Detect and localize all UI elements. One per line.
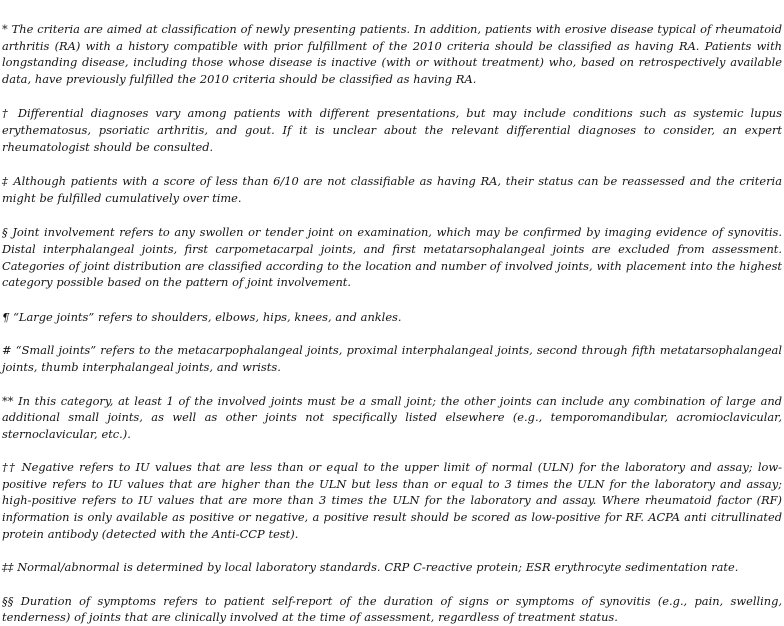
footnote-classification-criteria: * The criteria are aimed at classification of newly presenting patients. In addition, patients with erosive disease typical of rheumatoid arthritis (RA) with a history compatible with prior fulfillment of the 2010 criteria should be classified as having RA. Patients with longstanding disease, including those whose disease is inactive (with or without treatment) who, based on retrospectively available data, have previously fulfilled the 2010 criteria should be classified as having RA.	[2, 22, 782, 86]
footnote-acute-phase-reactants: ‡‡ Normal/abnormal is determined by local laboratory standards. CRP C-reactive protein; ESR erythrocyte sedimentation rate.	[2, 560, 739, 575]
footnote-symptom-duration: §§ Duration of symptoms refers to patient self-report of the duration of signs or symptoms of synovitis (e.g., pain, swelling, tenderness) of joints that are clinically involved at the time of assessment, regardless of treatment status.	[2, 593, 782, 625]
footnote-serology-levels: †† Negative refers to IU values that are less than or equal to the upper limit of normal (ULN) for the laboratory and assay; low-positive refers to IU values that are higher than the ULN but less than or equal to 3 times the ULN for the laboratory and assay; high-positive refers to IU values that are more than 3 times the ULN for the laboratory and assay. Where rheumatoid factor (RF) information is only available as positive or negative, a positive result should be scored as low-positive for RF. ACPA anti citrullinated protein antibody (detected with the Anti-CCP test).	[2, 460, 782, 541]
footnote-large-joints: ¶ “Large joints” refers to shoulders, elbows, hips, knees, and ankles.	[2, 309, 402, 324]
footnote-score-threshold: ‡ Although patients with a score of less than 6/10 are not classifiable as having RA, their status can be reassessed and the criteria might be fulfilled cumulatively over time.	[2, 174, 782, 205]
footnote-differential-diagnoses: † Differential diagnoses vary among patients with different presentations, but may include conditions such as systemic lupus erythematosus, psoriatic arthritis, and gout. If it is unclear about the relevant differential diagnoses to consider, an expert rheumatologist should be consulted.	[2, 106, 782, 154]
footnote-joint-involvement: § Joint involvement refers to any swollen or tender joint on examination, which may be confirmed by imaging evidence of synovitis. Distal interphalangeal joints, first carpometacarpal joints, and first metatarsophalangeal joints are excluded from assessment. Categories of joint distribution are classified according to the location and number of involved joints, with placement into the highest category possible based on the pattern of joint involvement.	[2, 225, 782, 290]
footnote-small-joints: # “Small joints” refers to the metacarpophalangeal joints, proximal interphalangeal joints, second through fifth metatarsophalangeal joints, thumb interphalangeal joints, and wrists.	[2, 343, 782, 374]
footnote-joint-category: ** In this category, at least 1 of the involved joints must be a small joint; the other joints can include any combination of large and additional small joints, as well as other joints not specifically listed elsewhere (e.g., temporomandibular, acromioclavicular, sternoclavicular, etc.).	[2, 393, 782, 441]
